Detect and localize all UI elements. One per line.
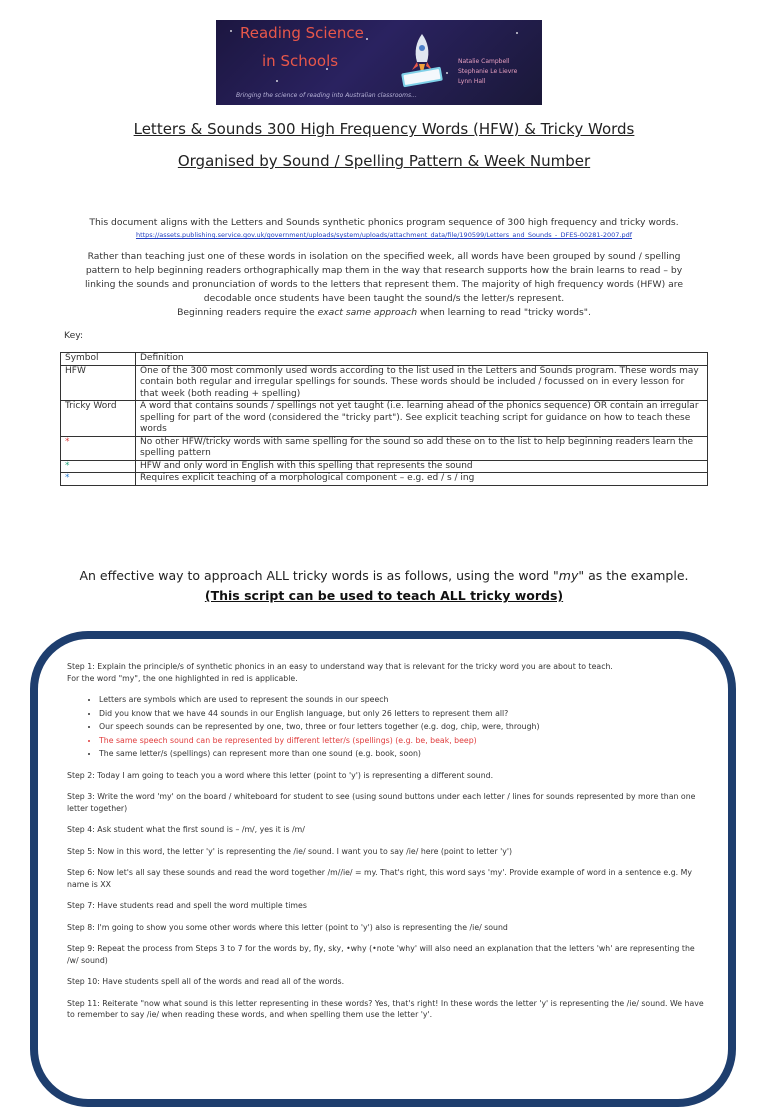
- effective-pre: An effective way to approach ALL tricky words is as follows, using the word: [79, 568, 554, 583]
- table-row: [61, 401, 708, 437]
- intro-text: This document aligns with the Letters and Sounds synthetic phonics program sequence of 300 high frequency and tricky words.: [89, 217, 679, 228]
- blue-asterisk-symbol: *: [61, 473, 136, 486]
- script-note: (This script can be used to teach ALL tricky words): [204, 588, 564, 603]
- row-symbol: Tricky Word: [61, 401, 136, 437]
- banner-author-1: Natalie Campbell: [458, 58, 510, 65]
- header-banner: [216, 20, 542, 105]
- effective-emphasis: "my": [553, 568, 585, 583]
- banner-author-3: Lynn Hall: [458, 78, 486, 85]
- step-2: Step 2: Today I am going to teach you a word where this letter (point to 'y') is representing a different sound.: [67, 770, 494, 780]
- teaching-steps: [67, 661, 707, 1031]
- list-item-highlighted: • The same speech sound can be represented by different letter/s (spellings) (e.g. be, beak, beep): [99, 735, 707, 747]
- letters-sounds-link[interactable]: https://assets.publishing.service.gov.uk/government/uploads/system/uploads/attachment_data/file/190599/Letters_and_Sounds_-_DFES-00281-2007.pdf: [135, 231, 633, 239]
- step-9: Step 9: Repeat the process from Steps 3 to 7 for the words by, fly, sky, •why (•note 'why' will also need an explanation that the letters 'wh' are representing the /w/ sound): [67, 944, 695, 965]
- rationale-line: pattern to help beginning readers orthographically map them in the way that research supports how the brain learns to read – by: [85, 265, 683, 276]
- row-symbol: HFW: [61, 365, 136, 401]
- green-asterisk-symbol: *: [61, 460, 136, 473]
- rocket-book-icon: [392, 30, 452, 90]
- red-asterisk-symbol: *: [61, 436, 136, 460]
- beginning-readers-line: [70, 306, 698, 320]
- list-item: • Our speech sounds can be represented by one, two, three or four letters together (e.g. dog, chip, were, through): [99, 721, 707, 733]
- beginning-emphasis: exact same approach: [317, 307, 418, 318]
- row-definition: Requires explicit teaching of a morphological component – e.g. ed / s / ing: [136, 473, 708, 486]
- key-label: Key:: [64, 330, 84, 341]
- header-symbol: Symbol: [61, 353, 136, 366]
- document-subtitle: Organised by Sound / Spelling Pattern & Week Number: [177, 152, 591, 170]
- key-table: [60, 352, 708, 486]
- row-definition: One of the 300 most commonly used words according to the list used in the Letters and Sounds program. These words may contain both regular and irregular spellings for sounds. These words should be included / focussed on in every lesson for that week (both reading + spelling): [136, 365, 708, 401]
- row-definition: A word that contains sounds / spellings not yet taught (i.e. learning ahead of the phonics sequence) OR contain an irregular spelling for part of the word (considered the "tricky part"). See explicit teaching script for guidance on how to teach these words: [136, 401, 708, 437]
- effective-approach-line: [0, 568, 768, 583]
- step-1: [67, 661, 707, 684]
- table-row: [61, 436, 708, 460]
- step-1-text: Step 1: Explain the principle/s of synthetic phonics in an easy to understand way that is relevant for the tricky word you are about to teach.: [67, 662, 613, 671]
- principles-list: [67, 694, 707, 760]
- list-item: • Letters are symbols which are used to represent the sounds in our speech: [99, 694, 707, 706]
- key-table-header: [61, 353, 708, 366]
- step-1-note: For the word "my", the one highlighted in red is applicable.: [67, 673, 298, 683]
- banner-author-2: Stephanie Le Lievre: [458, 68, 518, 75]
- rationale-paragraph: [70, 250, 698, 320]
- step-8: Step 8: I'm going to show you some other words where this letter (point to 'y') also is representing the /ie/ sound: [67, 922, 508, 932]
- row-definition: No other HFW/tricky words with same spelling for the sound so add these on to the list to help beginning readers learn the spelling pattern: [136, 436, 708, 460]
- rationale-line: decodable once students have been taught the sound/s the letter/s represent.: [203, 293, 565, 304]
- step-11: Step 11: Reiterate "now what sound is this letter representing in these words? Yes, that's right! In these words the letter 'y' is representing the /ie/ sound. We have to remember to say /ie/ when reading these words, and when spelling them use the letter 'y'.: [67, 998, 704, 1019]
- beginning-pre: Beginning readers require the: [177, 307, 318, 318]
- step-10: Step 10: Have students spell all of the words and read all of the words.: [67, 977, 345, 986]
- beginning-post: when learning to read "tricky words".: [417, 307, 591, 318]
- header-definition: Definition: [136, 353, 708, 366]
- table-row: [61, 365, 708, 401]
- step-6: Step 6: Now let's all say these sounds and read the word together /m//ie/ = my. That's right, this word says 'my'. Provide example of word in a sentence e.g. My name is XX: [67, 868, 692, 889]
- banner-tagline: Bringing the science of reading into Australian classrooms...: [236, 92, 417, 99]
- list-item: • Did you know that we have 44 sounds in our English language, but only 26 letters to represent them all?: [99, 708, 707, 720]
- step-5: Step 5: Now in this word, the letter 'y' is representing the /ie/ sound. I want you to say /ie/ here (point to letter 'y'): [67, 846, 513, 856]
- list-item: • The same letter/s (spellings) can represent more than one sound (e.g. book, soon): [99, 748, 707, 760]
- effective-post: as the example.: [584, 568, 689, 583]
- table-row: [61, 473, 708, 486]
- step-7: Step 7: Have students read and spell the word multiple times: [67, 901, 307, 910]
- rationale-line: linking the sounds and pronunciation of words to the letters that represent them. The majority of high frequency words (HFW) are: [85, 279, 683, 290]
- banner-title-line2: in Schools: [262, 52, 339, 70]
- step-3: Step 3: Write the word 'my' on the board / whiteboard for student to see (using sound buttons under each letter / lines for sounds represented by more than one letter together): [67, 792, 696, 813]
- banner-title-line1: Reading Science: [240, 24, 364, 42]
- row-definition: HFW and only word in English with this spelling that represents the sound: [136, 460, 708, 473]
- rationale-line: Rather than teaching just one of these words in isolation on the specified week, all words have been grouped by sound / spelling: [87, 251, 681, 262]
- table-row: [61, 460, 708, 473]
- step-4: Step 4: Ask student what the first sound is – /m/, yes it is /m/: [67, 825, 305, 834]
- document-title: Letters & Sounds 300 High Frequency Words (HFW) & Tricky Words: [133, 120, 635, 138]
